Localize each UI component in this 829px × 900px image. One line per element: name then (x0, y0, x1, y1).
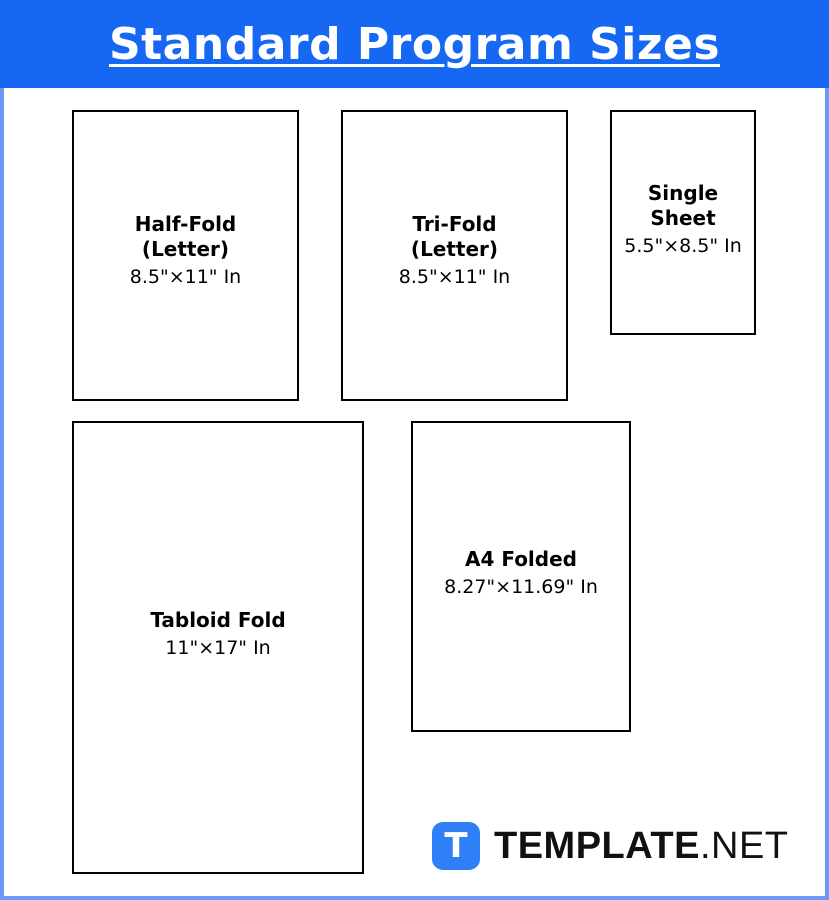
size-card-name: Tabloid Fold (150, 608, 286, 632)
title-banner (0, 0, 829, 88)
logo-wordmark: TEMPLATE.NET (494, 824, 789, 867)
template-logo-icon: T (432, 822, 480, 870)
size-card-dimensions: 5.5"×8.5" In (624, 234, 742, 257)
size-card-tabloid-fold (72, 421, 364, 874)
size-card-name: Single Sheet (647, 180, 719, 230)
size-card-half-fold (72, 110, 299, 401)
template-net-logo[interactable] (432, 820, 789, 872)
size-card-name: A4 Folded (464, 547, 577, 571)
size-card-dimensions: 8.5"×11" In (129, 265, 242, 288)
size-card-name: Half-Fold (Letter) (134, 211, 237, 261)
size-card-name: Tri-Fold (Letter) (410, 211, 499, 261)
size-card-single-sheet (610, 110, 756, 335)
size-card-dimensions: 11"×17" In (165, 637, 271, 659)
size-card-dimensions: 8.27"×11.69" In (444, 576, 598, 598)
size-card-dimensions: 8.5"×11" In (398, 265, 511, 288)
page-title: Standard Program Sizes (108, 18, 721, 70)
size-card-tri-fold (341, 110, 568, 401)
size-card-a4-folded (411, 421, 631, 732)
